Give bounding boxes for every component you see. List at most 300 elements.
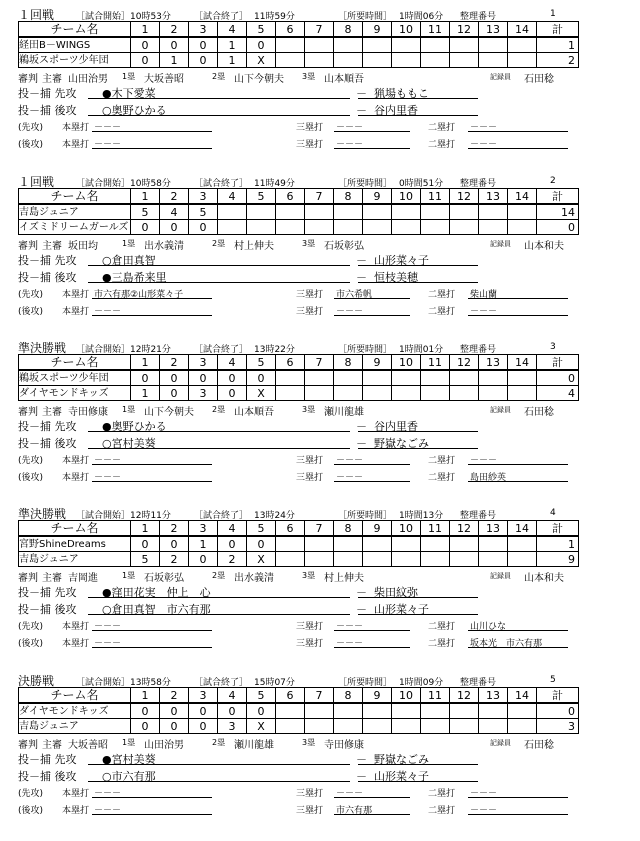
inning-score <box>450 386 479 401</box>
triple-label: 三塁打 <box>296 639 324 649</box>
first-base-umpire: 山田治男 <box>144 740 184 751</box>
hits-line <box>18 783 578 800</box>
start-label: ［試合開始］ <box>76 511 131 521</box>
inning-score <box>305 719 334 734</box>
pitcher: ●宮村美葵 <box>102 753 156 766</box>
umpire-line <box>18 235 578 250</box>
pitcher-underline <box>88 614 350 615</box>
home-run-players: －－－ <box>94 789 122 799</box>
home-run-players: －－－ <box>94 140 122 150</box>
inning-score <box>305 536 334 552</box>
inning-score <box>276 552 305 567</box>
triple-underline <box>334 797 410 798</box>
first-base-umpire: 出水義清 <box>144 241 184 252</box>
catcher-underline <box>358 781 478 782</box>
scoreboard-header <box>19 688 579 704</box>
inning-score <box>218 220 247 235</box>
pitcher-underline <box>88 448 350 449</box>
inning-score <box>392 552 421 567</box>
double-underline <box>468 630 568 631</box>
inning-score <box>392 220 421 235</box>
inning-header: 2 <box>160 688 189 704</box>
inning-score: X <box>247 386 276 401</box>
team-row <box>19 220 579 235</box>
total-score: 0 <box>537 220 579 235</box>
duration-time: 1時間06分 <box>399 12 444 22</box>
double-label: 二塁打 <box>428 456 456 466</box>
third-base-label: 3塁 <box>302 239 316 248</box>
round-title: 準決勝戦 <box>18 507 67 521</box>
duration-label: ［所要時間］ <box>338 12 393 22</box>
inning-header: 1 <box>131 22 160 38</box>
battery-line <box>18 267 578 284</box>
round-title: １回戦 <box>18 8 55 22</box>
inning-score <box>508 719 537 734</box>
start-time: 10時58分 <box>130 179 171 189</box>
pitcher: ●窪田花実 仲上 心 <box>102 586 211 599</box>
pitcher-underline <box>88 781 350 782</box>
inning-score <box>508 204 537 220</box>
inning-score: X <box>247 552 276 567</box>
inning-header: 6 <box>276 189 305 205</box>
duration-time: 1時間09分 <box>399 678 444 688</box>
hits-line <box>18 301 578 318</box>
double-players: －－－ <box>470 456 498 466</box>
total-score: 1 <box>537 536 579 552</box>
second-base-label: 2塁 <box>212 571 226 580</box>
game-header <box>18 672 578 687</box>
home-run-underline <box>92 797 212 798</box>
inning-score: X <box>247 719 276 734</box>
game-header <box>18 6 578 21</box>
pitcher-underline <box>88 764 350 765</box>
recorder-name: 山本和夫 <box>524 241 564 252</box>
total-score: 2 <box>537 53 579 68</box>
inning-score <box>363 536 392 552</box>
inning-score <box>450 204 479 220</box>
total-score: 0 <box>537 703 579 719</box>
start-time: 12時21分 <box>130 345 171 355</box>
game-block <box>18 339 578 484</box>
inning-header: 4 <box>218 355 247 371</box>
home-run-players: －－－ <box>94 456 122 466</box>
inning-header: 12 <box>450 521 479 537</box>
duration-label: ［所要時間］ <box>338 179 393 189</box>
home-run-underline <box>92 814 212 815</box>
seq-label: 整理番号 <box>460 678 497 688</box>
double-players: －－－ <box>470 123 498 133</box>
double-underline <box>468 298 568 299</box>
home-run-underline <box>92 131 212 132</box>
end-time: 11時59分 <box>254 12 295 22</box>
inning-score: 0 <box>131 370 160 386</box>
inning-header: 9 <box>363 355 392 371</box>
inning-header: 10 <box>392 688 421 704</box>
inning-score: 0 <box>189 370 218 386</box>
team-name: 経田B－WINGS <box>19 37 131 53</box>
scoreboard <box>18 687 579 734</box>
battery-dash: － <box>356 271 367 284</box>
start-label: ［試合開始］ <box>76 12 131 22</box>
inning-score <box>421 386 450 401</box>
home-run-underline <box>92 481 212 482</box>
inning-score <box>334 386 363 401</box>
hits-line <box>18 134 578 151</box>
double-underline <box>468 647 568 648</box>
inning-header: 3 <box>189 521 218 537</box>
inning-score <box>450 536 479 552</box>
triple-players: －－－ <box>336 639 364 649</box>
team-column-header: チーム名 <box>19 521 131 537</box>
scoreboard <box>18 21 579 68</box>
end-time: 11時49分 <box>254 179 295 189</box>
hits-line <box>18 450 578 467</box>
team-name: ダイヤモンドキッズ <box>19 386 131 401</box>
double-label: 二塁打 <box>428 639 456 649</box>
catcher: 猟場ももこ <box>374 87 429 100</box>
battery-label: 投－捕 後攻 <box>18 437 77 450</box>
recorder-name: 山本和夫 <box>524 573 564 584</box>
team-row <box>19 703 579 719</box>
inning-score: 0 <box>247 703 276 719</box>
inning-score: 0 <box>131 719 160 734</box>
inning-header: 8 <box>334 355 363 371</box>
inning-score <box>450 37 479 53</box>
double-label: 二塁打 <box>428 622 456 632</box>
inning-score <box>479 703 508 719</box>
team-column-header: チーム名 <box>19 22 131 38</box>
catcher-underline <box>358 597 478 598</box>
inning-score <box>305 53 334 68</box>
recorder-label: 記録員 <box>490 240 511 248</box>
inning-score <box>392 53 421 68</box>
inning-score: 1 <box>218 53 247 68</box>
end-label: ［試合終了］ <box>194 179 249 189</box>
inning-header: 7 <box>305 189 334 205</box>
inning-score: 4 <box>160 204 189 220</box>
duration-time: 0時間51分 <box>399 179 444 189</box>
pitcher: ○宮村美葵 <box>102 437 156 450</box>
inning-score <box>305 204 334 220</box>
inning-header: 3 <box>189 22 218 38</box>
hits-line <box>18 117 578 134</box>
inning-header: 13 <box>479 189 508 205</box>
triple-underline <box>334 481 410 482</box>
inning-score: 5 <box>131 204 160 220</box>
inning-header: 1 <box>131 688 160 704</box>
catcher: 谷内里香 <box>374 420 418 433</box>
battery-dash: － <box>356 603 367 616</box>
catcher-underline <box>358 265 478 266</box>
double-label: 二塁打 <box>428 290 456 300</box>
side-label: (後攻) <box>18 473 44 483</box>
seq-number: 2 <box>550 176 556 186</box>
inning-header: 9 <box>363 688 392 704</box>
triple-label: 三塁打 <box>296 789 324 799</box>
inning-header: 2 <box>160 189 189 205</box>
game-header <box>18 173 578 188</box>
third-base-label: 3塁 <box>302 738 316 747</box>
inning-header: 1 <box>131 189 160 205</box>
inning-score <box>392 719 421 734</box>
inning-score: 3 <box>218 719 247 734</box>
catcher-underline <box>358 431 478 432</box>
game-block <box>18 6 578 151</box>
first-base-label: 1塁 <box>122 72 136 81</box>
battery-line <box>18 766 578 783</box>
total-header: 計 <box>537 688 579 704</box>
inning-score <box>392 204 421 220</box>
inning-header: 6 <box>276 521 305 537</box>
start-time: 10時53分 <box>130 12 171 22</box>
team-row <box>19 370 579 386</box>
seq-label: 整理番号 <box>460 511 497 521</box>
triple-players: －－－ <box>336 789 364 799</box>
game-block <box>18 672 578 817</box>
inning-header: 13 <box>479 521 508 537</box>
side-label: (先攻) <box>18 123 44 133</box>
team-row <box>19 386 579 401</box>
seq-number: 5 <box>550 675 556 685</box>
inning-score <box>276 220 305 235</box>
home-run-players: －－－ <box>94 307 122 317</box>
inning-score <box>305 703 334 719</box>
inning-score <box>508 552 537 567</box>
inning-score <box>479 536 508 552</box>
inning-score <box>450 719 479 734</box>
inning-header: 12 <box>450 688 479 704</box>
end-label: ［試合終了］ <box>194 511 249 521</box>
inning-score <box>479 386 508 401</box>
battery-label: 投－捕 後攻 <box>18 271 77 284</box>
inning-header: 7 <box>305 521 334 537</box>
start-label: ［試合開始］ <box>76 345 131 355</box>
triple-underline <box>334 131 410 132</box>
triple-underline <box>334 630 410 631</box>
end-label: ［試合終了］ <box>194 345 249 355</box>
battery-line <box>18 250 578 267</box>
inning-score <box>421 204 450 220</box>
triple-players: 市六希帆 <box>336 290 373 300</box>
third-base-umpire: 寺田修康 <box>324 740 364 751</box>
seq-number: 3 <box>550 342 556 352</box>
inning-score: 0 <box>218 703 247 719</box>
home-run-label: 本塁打 <box>62 622 90 632</box>
catcher-underline <box>358 614 478 615</box>
inning-header: 6 <box>276 688 305 704</box>
double-players: 島田紗英 <box>470 473 507 483</box>
inning-score <box>363 53 392 68</box>
double-underline <box>468 148 568 149</box>
inning-header: 14 <box>508 688 537 704</box>
double-underline <box>468 131 568 132</box>
team-row <box>19 204 579 220</box>
inning-score <box>508 703 537 719</box>
inning-score <box>334 204 363 220</box>
duration-time: 1時間01分 <box>399 345 444 355</box>
inning-header: 10 <box>392 521 421 537</box>
battery-dash: － <box>356 87 367 100</box>
third-base-umpire: 石坂彰弘 <box>324 241 364 252</box>
side-label: (後攻) <box>18 806 44 816</box>
double-label: 二塁打 <box>428 123 456 133</box>
double-players: 坂本光 市六有那 <box>470 639 543 649</box>
pitcher-underline <box>88 115 350 116</box>
end-time: 15時07分 <box>254 678 295 688</box>
battery-label: 投－捕 先攻 <box>18 87 77 100</box>
inning-score <box>392 703 421 719</box>
recorder-label: 記録員 <box>490 739 511 747</box>
battery-label: 投－捕 先攻 <box>18 586 77 599</box>
home-run-label: 本塁打 <box>62 473 90 483</box>
side-label: (先攻) <box>18 789 44 799</box>
hits-line <box>18 800 578 817</box>
inning-score <box>363 37 392 53</box>
inning-score: 0 <box>189 37 218 53</box>
battery-line <box>18 433 578 450</box>
home-run-players: －－－ <box>94 806 122 816</box>
inning-score <box>392 536 421 552</box>
inning-header: 11 <box>421 355 450 371</box>
side-label: (後攻) <box>18 140 44 150</box>
inning-score <box>334 220 363 235</box>
pitcher-underline <box>88 265 350 266</box>
seq-number: 1 <box>550 9 556 19</box>
inning-header: 5 <box>247 189 276 205</box>
inning-header: 6 <box>276 355 305 371</box>
inning-score: X <box>247 53 276 68</box>
triple-underline <box>334 315 410 316</box>
scoreboard-header <box>19 355 579 371</box>
inning-score: 1 <box>189 536 218 552</box>
inning-score <box>276 536 305 552</box>
inning-score <box>479 37 508 53</box>
inning-score <box>305 220 334 235</box>
inning-score: 0 <box>131 220 160 235</box>
inning-header: 10 <box>392 189 421 205</box>
duration-label: ［所要時間］ <box>338 511 393 521</box>
round-title: 準決勝戦 <box>18 341 67 355</box>
inning-score: 0 <box>189 719 218 734</box>
battery-dash: － <box>356 104 367 117</box>
team-name: イズミドリームガールズ <box>19 220 131 235</box>
team-name: ダイヤモンドキッズ <box>19 703 131 719</box>
chief-umpire: 寺田修康 <box>68 407 108 418</box>
total-score: 1 <box>537 37 579 53</box>
first-base-label: 1塁 <box>122 239 136 248</box>
inning-score <box>421 552 450 567</box>
second-base-umpire: 山本順吾 <box>234 407 274 418</box>
inning-score <box>276 386 305 401</box>
battery-label: 投－捕 先攻 <box>18 254 77 267</box>
round-title: 決勝戦 <box>18 674 55 688</box>
inning-header: 4 <box>218 22 247 38</box>
side-label: (後攻) <box>18 307 44 317</box>
first-base-label: 1塁 <box>122 738 136 747</box>
inning-score <box>247 220 276 235</box>
inning-score <box>305 37 334 53</box>
inning-header: 5 <box>247 521 276 537</box>
inning-score <box>508 370 537 386</box>
duration-label: ［所要時間］ <box>338 678 393 688</box>
triple-underline <box>334 814 410 815</box>
battery-dash: － <box>356 437 367 450</box>
team-column-header: チーム名 <box>19 355 131 371</box>
inning-score <box>276 53 305 68</box>
inning-score: 0 <box>218 370 247 386</box>
inning-score <box>421 536 450 552</box>
triple-players: －－－ <box>336 622 364 632</box>
home-run-players: －－－ <box>94 639 122 649</box>
catcher: 山形菜々子 <box>374 603 429 616</box>
battery-line <box>18 416 578 433</box>
game-block <box>18 505 578 650</box>
umpire-line <box>18 734 578 749</box>
second-base-umpire: 出水義清 <box>234 573 274 584</box>
triple-label: 三塁打 <box>296 806 324 816</box>
inning-score <box>421 703 450 719</box>
inning-score <box>392 37 421 53</box>
second-base-umpire: 瀬川龍雄 <box>234 740 274 751</box>
home-run-label: 本塁打 <box>62 789 90 799</box>
inning-score: 0 <box>247 536 276 552</box>
inning-score: 0 <box>160 703 189 719</box>
game-header <box>18 505 578 520</box>
inning-header: 11 <box>421 688 450 704</box>
second-base-label: 2塁 <box>212 738 226 747</box>
triple-label: 三塁打 <box>296 140 324 150</box>
inning-header: 14 <box>508 22 537 38</box>
pitcher: ○倉田真智 <box>102 254 156 267</box>
umpire-line <box>18 68 578 83</box>
home-run-underline <box>92 647 212 648</box>
double-players: －－－ <box>470 140 498 150</box>
inning-score <box>508 220 537 235</box>
inning-score <box>421 370 450 386</box>
battery-line <box>18 582 578 599</box>
end-time: 13時22分 <box>254 345 295 355</box>
triple-players: －－－ <box>336 123 364 133</box>
inning-score <box>305 386 334 401</box>
recorder-label: 記録員 <box>490 406 511 414</box>
seq-label: 整理番号 <box>460 179 497 189</box>
second-base-umpire: 村上伸夫 <box>234 241 274 252</box>
inning-score: 0 <box>189 703 218 719</box>
triple-players: －－－ <box>336 140 364 150</box>
inning-score <box>363 703 392 719</box>
pitcher: ●三島希来里 <box>102 271 167 284</box>
inning-score <box>363 719 392 734</box>
inning-score <box>508 386 537 401</box>
total-header: 計 <box>537 189 579 205</box>
inning-score <box>392 370 421 386</box>
team-name: 吉島ジュニア <box>19 552 131 567</box>
team-column-header: チーム名 <box>19 688 131 704</box>
game-block <box>18 173 578 318</box>
triple-underline <box>334 464 410 465</box>
inning-score <box>421 220 450 235</box>
inning-header: 9 <box>363 22 392 38</box>
inning-score: 0 <box>218 536 247 552</box>
inning-header: 13 <box>479 688 508 704</box>
third-base-label: 3塁 <box>302 72 316 81</box>
triple-label: 三塁打 <box>296 456 324 466</box>
inning-header: 9 <box>363 189 392 205</box>
inning-header: 4 <box>218 189 247 205</box>
chief-label: 主審 <box>42 573 62 584</box>
umpire-lead-label: 審判 <box>18 407 38 418</box>
inning-score <box>479 719 508 734</box>
